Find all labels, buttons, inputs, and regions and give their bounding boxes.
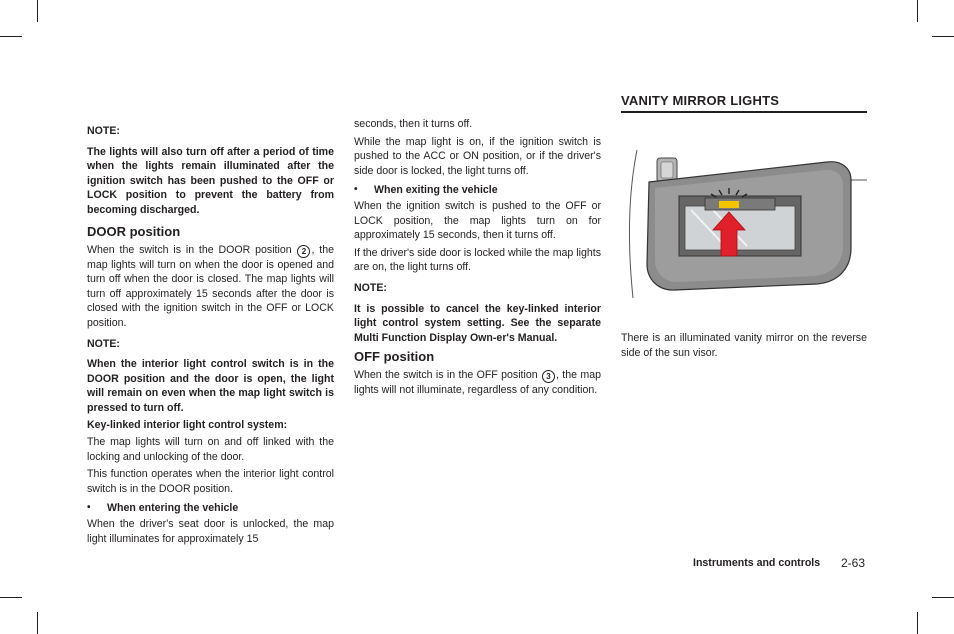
bullet-text: When the ignition switch is pushed to the OFF or LOCK position, the map lights turn on for approximately 15 seconds, then it turns off. xyxy=(354,199,601,242)
column-middle xyxy=(354,117,601,398)
column-left xyxy=(87,124,334,546)
off-text-part: When the switch is in the OFF position xyxy=(354,369,538,382)
sun-visor-icon xyxy=(621,130,867,306)
off-position-heading: OFF position xyxy=(354,349,435,365)
note-heading: NOTE: xyxy=(354,281,387,294)
crop-mark xyxy=(932,597,954,598)
note-heading: NOTE: xyxy=(87,125,120,137)
door-text-part: , the map lights will turn on when the door is opened and turn off when the door is closed. The map lights will turn off approximately 15 seconds after the door is closed with the ignition switch in the OFF or LOCK position. xyxy=(87,243,334,329)
crop-mark xyxy=(917,612,918,634)
body-text: While the map light is on, if the ignition switch is pushed to the ACC or ON position, or if the driver's side door is locked, the light turns off. xyxy=(354,135,601,177)
keylinked-heading: Key-linked interior light control system: xyxy=(87,418,288,431)
note-text: The lights will also turn off after a period of time when the lights remain illuminated after the ignition switch has been pushed to the OFF or LOCK position to prevent the battery from becoming discharged. xyxy=(87,145,334,216)
continued-text: seconds, then it turns off. xyxy=(354,118,473,130)
crop-mark xyxy=(932,36,954,37)
crop-mark xyxy=(37,612,38,634)
body-text: If the driver's side door is locked while the map lights are on, the light turns off. xyxy=(354,246,601,274)
vanity-mirror-figure xyxy=(621,130,867,306)
bullet-heading: • When exiting the vehicle xyxy=(354,183,601,198)
keylinked-text: The map lights will turn on and off linked with the locking and unlocking of the door. xyxy=(87,436,334,463)
crop-mark xyxy=(37,0,38,22)
off-text-part: , the map lights will not illuminate, regardless of any condition. xyxy=(354,369,601,397)
note-text: When the interior light control switch is in the DOOR position and the door is open, the light will remain on even when the map light switch is pressed to turn off. xyxy=(87,358,334,414)
bullet-text: When the driver's seat door is unlocked, the map light illuminates for approximately 15 xyxy=(87,518,334,545)
bullet-heading: • When entering the vehicle xyxy=(87,501,334,516)
crop-mark xyxy=(0,597,22,598)
page-number: 2-63 xyxy=(841,556,866,570)
keylinked-text: This function operates when the interior light control switch is in the DOOR position. xyxy=(87,468,334,495)
callout-number: 2 xyxy=(297,245,310,258)
door-position-text xyxy=(87,243,334,331)
section-title: VANITY MIRROR LIGHTS xyxy=(621,93,867,113)
callout-number: 3 xyxy=(542,370,555,383)
door-text-part: When the switch is in the DOOR position xyxy=(87,243,292,256)
note-text: It is possible to cancel the key-linked interior light control system setting. See the separate Multi Function Display Own-er's Manual. xyxy=(354,302,601,344)
figure-caption: There is an illuminated vanity mirror on the reverse side of the sun visor. xyxy=(621,332,867,359)
crop-mark xyxy=(917,0,918,22)
crop-mark xyxy=(0,36,22,37)
note-heading: NOTE: xyxy=(87,337,120,350)
door-position-heading: DOOR position xyxy=(87,223,181,239)
off-position-text xyxy=(354,368,601,398)
footer-chapter-label: Instruments and controls xyxy=(693,557,821,569)
